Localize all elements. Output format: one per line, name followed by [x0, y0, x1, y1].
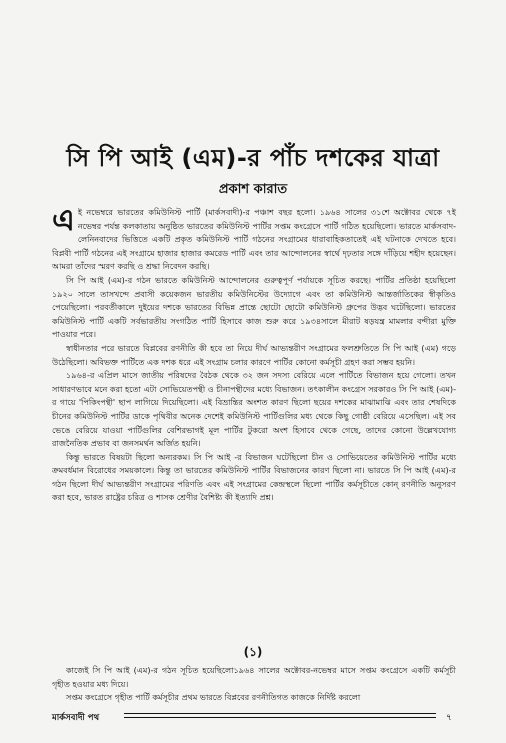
- article-body: [52, 203, 456, 505]
- section-number: (১): [243, 645, 263, 659]
- drop-cap: এ: [52, 203, 75, 238]
- paragraph-4: ১৯৬৪-র এপ্রিল মাসে জাতীয় পরিষদের বৈঠক থেকে ৩২ জন সদস্য বেরিয়ে এলে পার্টিতে বিভাজন হয়ে গেলো। তখন সাধারণভাবে মনে করা হতো এটা সোভিয়েতপন্থী ও চীনাপন্থীদের মধ্যে বিভাজন। তৎকালীন কংগ্রেস সরকারও সি পি আই (এম)-র গায়ে 'পিকিংপন্থী' ছাপ লাগিয়ে দিয়েছিলো। এই বিভ্রান্তির অংশত কারণ ছিলো ছয়ের দশকের মাঝামাঝি এবং তার শেষদিকে চীনের কমিউনিস্ট পার্টির ডাকে পৃথিবীর অনেক দেশেই কমিউনিস্ট পার্টিগুলির মধ্য থেকে কিছু গোষ্ঠী বেরিয়ে এসেছিল। এই সব ভেঙে বেরিয়ে যাওয়া পার্টিগুলির বেশিরভাগই মূল পার্টির টুকরো অংশ হিসাবে থেকে গেছে, তাদের কোনো উল্লেখযোগ্য রাজনৈতিক প্রভাব বা জনসমর্থন অর্জিত হয়নি।: [52, 370, 456, 449]
- paragraph-5: কিন্তু ভারতে বিষয়টা ছিলো অন্যরকম। সি পি আই -র বিভাজন ঘটেছিলো চীন ও সোভিয়েতের কমিউনিস্ট পার্টির মধ্যে ক্রমবর্ধমান বিরোধের সময়কালে। কিন্তু তা ভারতের কমিউনিস্ট পার্টির বিভাজনের কারণ ছিলো না। ভারতে সি পি আই (এম)-র গঠন ছিলো দীর্ঘ আভ্যন্তরীণ সংগ্রামের পরিণতি এবং এই সংগ্রামের কেন্দ্রস্থলে ছিলো পার্টির কর্মসূচীতে কোন্‌ রণনীতি অনুসরণ করা হবে, ভারত রাষ্ট্রের চরিত্র ও শাসক শ্রেণীর বৈশিষ্ট্য কী ইত্যাদি প্রশ্ন।: [52, 451, 456, 503]
- section-paragraph-2: সপ্তম কংগ্রেসে গৃহীত পার্টি কর্মসূচীর প্রথম ভারতে বিপ্লবের রণনীতিগত কাজকে নির্দিষ্ট করলো: [66, 692, 361, 703]
- section-body: [52, 664, 456, 705]
- paragraph-1: [52, 203, 456, 274]
- paragraph-3: স্বাধীনতার পরে ভারতে বিপ্লবের রণনীতি কী হবে তা নিয়ে দীর্ঘ আভ্যন্তরীণ সংগ্রামের ফলশ্রুতিতে সি পি আই (এম) গড়ে উঠেছিলো। অবিভক্ত পার্টিতে এক দশক ধরে এই সংগ্রাম চলার কারণে পার্টির কোনো কর্মসূচী গ্রহণ করা সম্ভব হয়নি।: [52, 342, 456, 367]
- footer-divider: [124, 713, 436, 718]
- article-author: প্রকাশ কারাত: [218, 182, 288, 197]
- page-number: ৭: [446, 713, 452, 723]
- section-paragraph-1: কাজেই সি পি আই (এম)-র গঠন সূচিত হয়েছিলো১৯৬৪ সালের অক্টোবর-নভেম্বর মাসে সপ্তম কংগ্রেসে একটি কর্মসূচী গৃহীত হওয়ার মধ্য দিয়ে।: [52, 665, 456, 689]
- paragraph-1-text: ই নভেম্বরে ভারতের কমিউনিস্ট পার্টি (মার্কসবাদী)-র পঞ্চাশ বছর হলো। ১৯৬৪ সালের ৩১শে অক্টোবর থেকে ৭ই নভেম্বর পর্যন্ত কলকাতায় অনুষ্ঠিত ভারতের কমিউনিস্ট পার্টির সপ্তম কংগ্রেসে পার্টি গঠিত হয়েছিলো। ভারতে মার্কসবাদ-লেনিনবাদের ভিত্তিতে একটি প্রকৃত কমিউনিস্ট পার্টি গঠনের সংগ্রামের ধারাবাহিকতাতেই এই ঘটনাকে দেখতে হবে। বিপ্লবী পার্টি গঠনের এই সংগ্রামে হাজার হাজার কমরেড পার্টি এবং তার আন্দোলনের স্বার্থে দৃঢ়তার সঙ্গে দাঁড়িয়ে শহীদ হয়েছেন। আমরা তাঁদের স্মরণ করছি ও শ্রদ্ধা নিবেদন করছি।: [52, 207, 456, 272]
- article-title: সি পি আই (এম)-র পাঁচ দশকের যাত্রা: [66, 144, 440, 172]
- footer-journal-name: মার্কসবাদী পথ: [52, 713, 100, 723]
- paragraph-2: সি পি আই (এম)-র গঠন ভারতে কমিউনিস্ট আন্দোলনের গুরুত্বপূর্ণ পর্যায়কে সূচিত করছে। পার্টির প্রতিষ্ঠা হয়েছিলো ১৯২০ সালে তাসখন্দে প্রবাসী কয়েকজন ভারতীয় কমিউনিস্টের উদ্যোগে এবং তা কমিউনিস্ট আন্তর্জাতিকের স্বীকৃতিও পেয়েছিলো। পরবর্তীকালে দুইয়ের দশকে ভারতের বিভিন্ন প্রান্তে ছোটো ছোটো কমিউনিস্ট গ্রুপের উদ্ভব ঘটেছিলো। ভারতের কমিউনিস্ট পার্টি একটি সর্বভারতীয় সংগঠিত পার্টি হিসাবে কাজ শুরু করে ১৯৩৪সালে মীরাট ষড়যন্ত্র মামলার বন্দীরা মুক্তি পাওয়ার পরে।: [52, 274, 456, 340]
